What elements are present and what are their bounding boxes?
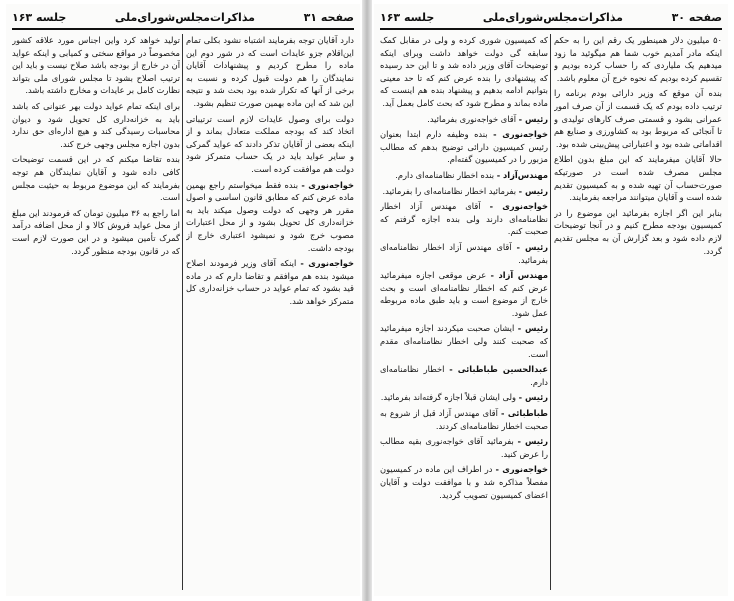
speaker-name: طباطبائی -	[501, 408, 548, 419]
speech	[380, 269, 548, 319]
speech-text: بنده وظیفه دارم ابتدا بعنوان رئیس کمیسیون دارائی توضیح بدهم که مطالب مزبور را در کمیسیون گفته‌ام.	[380, 129, 548, 165]
speech	[186, 179, 354, 255]
speaker-name: خواجه‌نوری -	[493, 129, 548, 140]
speech-text: ایشان صحبت میکردند اجازه میفرمائید که صحبت کنند ولی اخطار نظامنامه‌ای مقدم است.	[380, 323, 548, 359]
speaker-name: خواجه‌نوری -	[300, 258, 354, 269]
speech-text: بنده اخطار نظامنامه‌ای دارم.	[395, 169, 497, 180]
speaker-name: رئیس -	[517, 436, 548, 447]
speaker-name: مهندس آزاد -	[490, 270, 548, 281]
speech	[380, 407, 548, 432]
speech	[380, 391, 548, 404]
paragraph: که کمیسیون شوری کرده و ولی در مقابل کمک سابقه گی دولت خواهد داشت وبرای اینکه توضیحات آقای وزیر داده شد و تا این حد رسیده که پیشنهادی را بنده عرض کنم که تا حد معینی بتوانیم ادامه بدهیم و پیشنهاد بنده هم اینست که ماده بماند و مطرح شود که بحث کامل بعمل آید.	[380, 35, 548, 108]
speech	[380, 128, 548, 166]
header-rule	[380, 28, 722, 30]
speech-text: بنده فقط میخواستم راجع بهمین ماده عرض کنم که مطابق قانون اساسی و اصول مقرر هر وجهی که دولت وصول میکند باید به خزانه‌داری کل تحویل بشود و از محل اعتبارات مصوب خرج شود و نمیشود اعتباری خارج از بودجه داشت.	[186, 179, 354, 253]
speech	[380, 200, 548, 238]
speech-text: آقای مهندس آزاد اخطار نظامنامه‌ای دارند ولی بنده اجازه گرفتم که صحبت کنم.	[380, 201, 548, 237]
left-page-left-column	[12, 34, 180, 594]
speech	[380, 363, 548, 388]
paragraph: بنده تقاضا میکنم که در این قسمت توضیحات کافی داده شود و آقایان نمایندگان هم توجه بفرمایند که این موضوع مربوط به حیثیت مجلس است.	[12, 154, 180, 203]
speaker-name: رئیس -	[518, 392, 548, 403]
right-page-right-column	[554, 34, 722, 594]
paragraph: حالا آقایان میفرمایند که این مبلغ بدون اطلاع مجلس مصرف شده است در صورتیکه صورت‌حساب آن تهیه شده و به کمیسیون تقدیم شده است و آقایان میتوانند مراجعه بفرمایند.	[554, 154, 722, 203]
right-page-number: صفحه ۳۰	[671, 10, 722, 24]
paragraph: ۵۰ میلیون دلار همینطور یک رقم این را به حکم اینکه مادر آمدیم خوب شما هم میگوئید ما زود میدهیم یک ملیاردی که را حساب کرده بودیم و تقسیم کرده بودیم که نحوه خرج آن معلوم باشد.	[554, 35, 722, 83]
speech-text: اخطار نظامنامه‌ای دارم.	[380, 364, 548, 387]
dialogue-list	[380, 113, 548, 502]
speaker-name: رئیس -	[517, 323, 548, 334]
paragraph: دولت برای وصول عایدات لازم است ترتیباتی اتخاذ کند که بودجه مملکت متعادل بماند و از اینکه بعضی از آقایان تذکر دادند که عواید گمرکی و سایر عواید باید در یک حساب متمرکز شود دولت هم موافقت کرده است.	[186, 113, 354, 174]
speaker-name: خواجه‌نوری -	[495, 464, 548, 475]
speech-text: آقای مهندس آزاد اخطار نظامنامه‌ای بفرمائید.	[380, 241, 548, 265]
speech-text: ولی ایشان قبلاً اجازه گرفته‌اند بفرمائید.	[380, 392, 519, 403]
left-page-number: صفحه ۳۱	[303, 10, 354, 24]
left-page-right-column	[186, 34, 354, 594]
right-page	[374, 4, 728, 596]
right-page-title: مذاکرات‌مجلس‌شورای‌ملی	[482, 10, 623, 24]
paragraph: بنابر این اگر اجازه بفرمائید این موضوع را در کمیسیون بودجه مطرح کنیم و در آنجا توضیحات لازم داده شود و بعد گزارش آن به مجلس تقدیم گردد.	[554, 207, 722, 256]
speech-text: بفرمائید آقای خواجه‌نوری بقیه مطالب را عرض کنید.	[380, 436, 548, 459]
speaker-name: رئیس -	[516, 241, 548, 252]
paragraph: اما راجع به ۳۶ میلیون تومان که فرمودند این مبلغ از محل عواید فروش کالا و از محل اضافه درآمد گمرک تأمین میشود و در این صورت لازم است که در قانون بودجه منظور گردد.	[12, 207, 180, 256]
left-page	[6, 4, 360, 596]
speaker-name: رئیس -	[518, 185, 548, 196]
speech	[380, 113, 548, 126]
speech-text: در اطراف این ماده در کمیسیون مفصلاً مذاکره شد و با موافقت دولت و آقایان اعضای کمیسیون تصویب گردید.	[380, 464, 548, 500]
speaker-name: رئیس -	[518, 113, 548, 124]
left-page-session: جلسه ۱۶۳	[12, 10, 67, 24]
speaker-name: خواجه‌نوری -	[301, 179, 354, 190]
speaker-name: مهندس‌آزاد -	[496, 169, 548, 180]
speech-text: اینکه آقای وزیر فرمودند اصلاح میشود بنده هم موافقم و تقاضا دارم که در ماده قید بشود که تمام عواید در حساب خزانه‌داری کل متمرکز خواهد شد.	[186, 258, 354, 306]
paragraph: برای اینکه تمام عواید دولت بهر عنوانی که باشد باید به خزانه‌داری کل تحویل شود و دیوان محاسبات رسیدگی کند و هیچ اداره‌ای حق ندارد بدون اجازه مجلس وجهی خرج کند.	[12, 100, 180, 149]
speech-text: آقای مهندس آزاد قبل از شروع به صحبت اخطار نظامنامه‌ای کردند.	[380, 408, 548, 431]
right-page-session: جلسه ۱۶۳	[380, 10, 435, 24]
right-page-left-column	[380, 34, 548, 594]
right-page-header	[380, 8, 722, 26]
speech	[380, 185, 548, 198]
paragraph: تولید خواهد کرد واین اجناس مورد علاقه کشور مخصوصاً در مواقع سختی و کمیابی و اینکه عواید آن در خارج از بودجه باشد صلاح نیست و باید این ترتیب اصلاح بشود تا مجلس شورای ملی بتواند نظارت کامل بر عایدات و مخارج داشته باشد.	[12, 35, 180, 96]
speech	[380, 435, 548, 460]
left-page-header	[12, 8, 354, 26]
column-divider	[182, 34, 183, 590]
speech-text: عرض موقعی اجازه میفرمائید عرض کنم که اخطار نظامنامه‌ای است و بحث خارج از موضوع است و باید طبق ماده مربوطه عمل شود.	[380, 270, 548, 318]
speaker-name: خواجه‌نوری -	[489, 201, 548, 212]
speaker-name: عبدالحسین طباطبائی -	[449, 364, 548, 375]
paragraph: بنده آن موقع که وزیر دارائی بودم برنامه را ترتیب داده بودم که یک قسمت از آن صرف امور عمرانی بشود و قسمتی صرف کارهای تولیدی و تا آنجائی که مربوط بود به کشاورزی و صنایع هم اقداماتی شده بود و اعتباراتی پیش‌بینی شده بود.	[554, 88, 722, 149]
paragraph: دارد آقایان توجه بفرمایند اشتباه نشود بکلی تمام این‌اقلام جزو عایدات است که در شور دوم این ماده را مطرح کردیم و پیشنهادات آقایان نمایندگان را هم دولت قبول کرده و نسبت به برخی از آنها که تکرار شده بود بحث شد و نتیجه این شد که این ماده بهمین صورت تنظیم بشود.	[186, 35, 354, 108]
left-page-title: مذاکرات‌مجلس‌شورای‌ملی	[114, 10, 255, 24]
column-divider	[550, 34, 551, 590]
speech	[380, 169, 548, 182]
header-rule	[12, 28, 354, 30]
speech-text: آقای خواجه‌نوری بفرمائید.	[427, 113, 519, 124]
speech-text: بفرمائید اخطار نظامنامه‌ای را بفرمائید.	[382, 185, 519, 196]
book-gutter	[362, 0, 372, 601]
speech	[380, 322, 548, 360]
speech	[380, 463, 548, 501]
speech	[380, 241, 548, 266]
speech	[186, 257, 354, 307]
